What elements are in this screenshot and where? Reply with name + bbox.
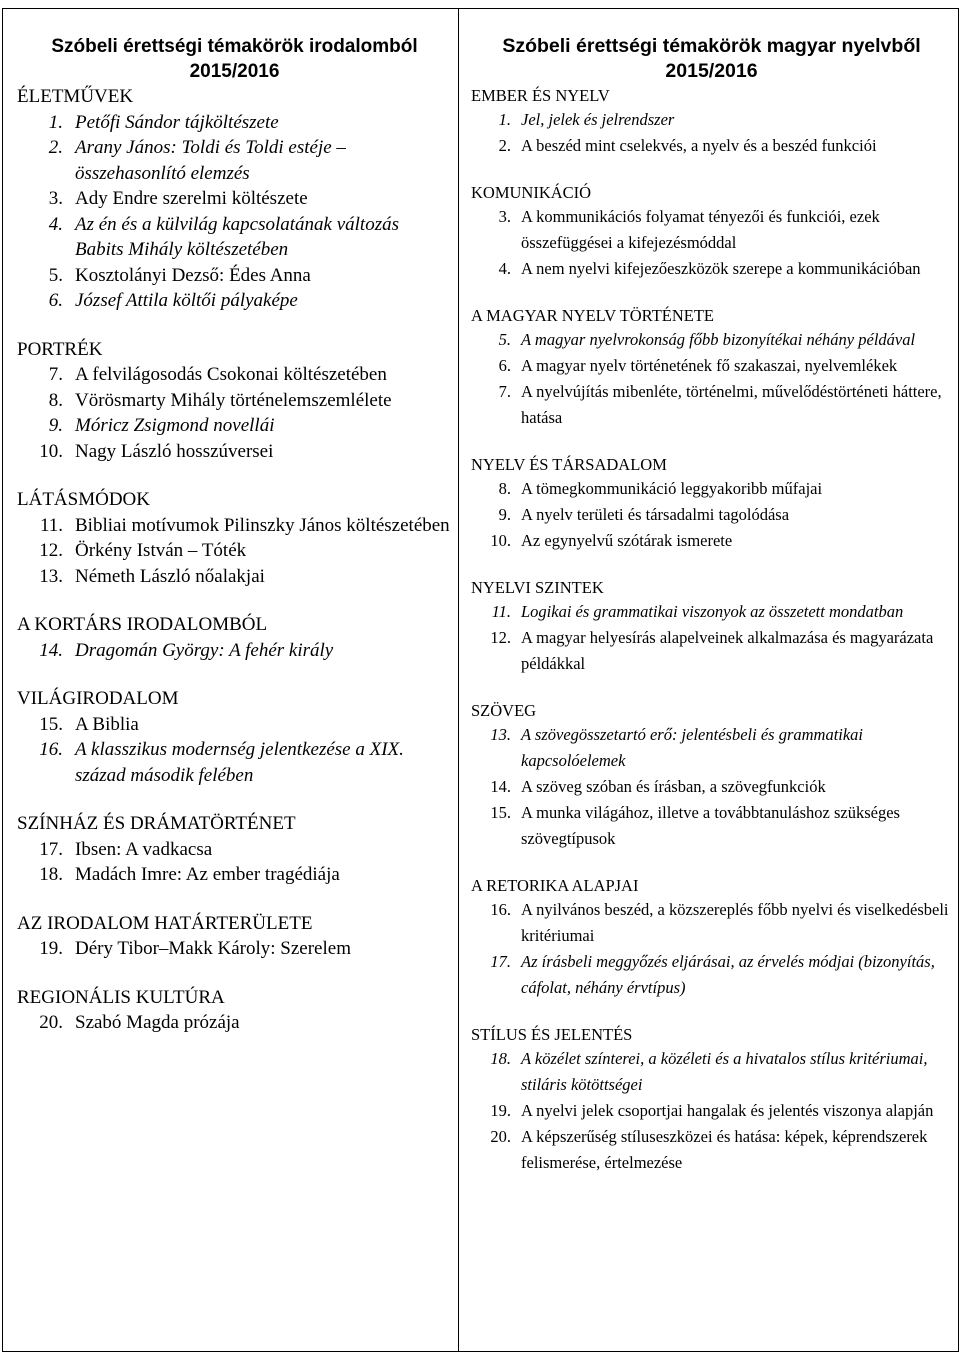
topic-number: 2. <box>498 136 511 155</box>
topic-text: A nyelvújítás mibenléte, történelmi, művelődéstörténeti háttere, hatása <box>521 382 942 427</box>
topic-item <box>471 133 952 159</box>
topic-text: Az én és a külvilág kapcsolatának változás Babits Mihály költészetében <box>75 213 399 260</box>
topic-item <box>17 439 452 465</box>
language-title <box>471 34 952 84</box>
section-gap <box>17 788 452 811</box>
topic-item <box>17 538 452 564</box>
topic-text: A felvilágosodás Csokonai költészetében <box>75 364 387 385</box>
topic-item <box>17 263 452 289</box>
section-gap <box>17 589 452 612</box>
topic-item <box>471 1124 952 1176</box>
topic-section <box>17 911 452 962</box>
topic-item <box>471 204 952 256</box>
language-column <box>459 9 959 1352</box>
section-title: A MAGYAR NYELV TÖRTÉNETE <box>471 306 715 325</box>
topic-number: 20. <box>39 1012 63 1033</box>
topic-item <box>471 379 952 431</box>
topic-number: 17. <box>39 838 63 860</box>
topic-item <box>471 107 952 133</box>
topic-text: Bibliai motívumok Pilinszky János költészetében <box>75 514 450 536</box>
topic-number: 6. <box>498 356 511 375</box>
topic-text: A közélet színterei, a közéleti és a hivatalos stílus kritériumai, stiláris kötöttségei <box>521 1049 928 1094</box>
section-title: SZÖVEG <box>471 701 537 720</box>
topic-number: 19. <box>490 1101 511 1120</box>
topic-section <box>471 84 952 159</box>
section-gap <box>17 314 452 337</box>
topic-section <box>471 181 952 282</box>
literature-title-line1: Szóbeli érettségi témakörök irodalomból <box>51 36 418 57</box>
section-gap <box>471 677 952 699</box>
topic-item <box>17 936 452 962</box>
section-title: A RETORIKA ALAPJAI <box>471 876 639 895</box>
topic-text: Déry Tibor–Makk Károly: Szerelem <box>75 938 351 959</box>
topic-section <box>17 612 452 663</box>
topic-number: 14. <box>490 777 511 796</box>
topic-item <box>17 362 452 388</box>
topic-text: A nyelvi jelek csoportjai hangalak és jelentés viszonya alapján <box>521 1101 934 1120</box>
section-title: STÍLUS ÉS JELENTÉS <box>471 1025 633 1044</box>
topic-text: A magyar nyelv történetének fő szakaszai, nyelvemlékek <box>521 356 898 375</box>
topic-text: Nagy László hosszúversei <box>75 440 274 462</box>
topic-item <box>471 327 952 353</box>
topic-number: 14. <box>39 639 63 661</box>
topic-text: A nem nyelvi kifejezőeszközök szerepe a kommunikációban <box>521 259 921 278</box>
topic-text: A kommunikációs folyamat tényezői és funkciói, ezek összefüggései a kifejezésmóddal <box>521 207 880 252</box>
topic-text: A munka világához, illetve a továbbtanuláshoz szükséges szövegtípusok <box>521 803 900 848</box>
topic-section <box>471 699 952 852</box>
topic-text: A magyar nyelvrokonság főbb bizonyítékai néhány példával <box>521 330 916 349</box>
section-gap <box>17 663 452 686</box>
topic-item <box>17 135 452 186</box>
section-gap <box>17 888 452 911</box>
topic-text: A nyilvános beszéd, a közszereplés főbb nyelvi és viselkedésbeli kritériumai <box>521 900 949 945</box>
topic-number: 1. <box>48 111 63 133</box>
topic-number: 12. <box>39 540 63 561</box>
topic-item <box>471 722 952 774</box>
topic-item <box>17 388 452 414</box>
topic-item <box>471 897 952 949</box>
topic-number: 9. <box>498 505 511 524</box>
section-title: KOMUNIKÁCIÓ <box>471 183 592 202</box>
literature-column <box>3 9 459 1352</box>
topic-number: 4. <box>48 213 63 235</box>
topic-number: 16. <box>490 900 511 919</box>
topic-number: 7. <box>48 364 63 385</box>
topic-number: 8. <box>498 479 511 498</box>
topic-text: Móricz Zsigmond novellái <box>75 415 275 436</box>
section-title: EMBER ÉS NYELV <box>471 86 610 105</box>
topic-item <box>17 712 452 738</box>
topic-item <box>471 800 952 852</box>
topic-item <box>17 186 452 212</box>
topic-item <box>17 413 452 439</box>
topic-number: 15. <box>490 803 511 822</box>
topic-text: Németh László nőalakjai <box>75 565 265 587</box>
topic-text: A tömegkommunikáció leggyakoribb műfajai <box>521 479 823 498</box>
topic-section <box>471 453 952 554</box>
topic-text: Vörösmarty Mihály történelemszemlélete <box>75 389 392 411</box>
topic-item <box>471 1046 952 1098</box>
topic-number: 13. <box>39 565 63 587</box>
section-title: LÁTÁSMÓDOK <box>17 489 150 510</box>
section-title: ÉLETMŰVEK <box>17 86 134 107</box>
topic-item <box>17 513 452 539</box>
topic-section <box>17 811 452 888</box>
topic-item <box>471 476 952 502</box>
topic-text: A Biblia <box>75 713 139 735</box>
topic-item <box>17 737 452 788</box>
topic-text: Jel, jelek és jelrendszer <box>521 110 675 129</box>
topic-number: 7. <box>498 382 511 401</box>
topic-number: 20. <box>490 1127 511 1146</box>
literature-title <box>17 34 452 84</box>
topic-number: 10. <box>39 440 63 462</box>
topics-table <box>2 8 959 1352</box>
topic-text: A nyelv területi és társadalmi tagolódása <box>521 505 790 524</box>
topic-text: A képszerűség stíluseszközei és hatása: képek, képrendszerek felismerése, értelmezése <box>521 1127 928 1172</box>
language-sections <box>471 84 952 1176</box>
topic-text: Az egynyelvű szótárak ismerete <box>521 531 733 550</box>
topic-number: 9. <box>48 415 63 436</box>
topic-number: 3. <box>48 188 63 209</box>
topic-section <box>17 985 452 1036</box>
topic-section <box>471 874 952 1001</box>
topic-number: 13. <box>490 725 511 744</box>
topic-item <box>17 1010 452 1036</box>
topic-number: 11. <box>491 602 511 621</box>
section-title: SZÍNHÁZ ÉS DRÁMATÖRTÉNET <box>17 813 296 834</box>
topic-text: Dragomán György: A fehér király <box>75 639 334 661</box>
literature-title-year: 2015/2016 <box>189 61 280 82</box>
topic-number: 3. <box>498 207 511 226</box>
topic-number: 18. <box>490 1049 511 1068</box>
section-title: VILÁGIRODALOM <box>17 688 179 709</box>
section-gap <box>471 852 952 874</box>
topic-number: 15. <box>39 713 63 735</box>
topic-text: Madách Imre: Az ember tragédiája <box>75 864 340 885</box>
topic-text: A beszéd mint cselekvés, a nyelv és a beszéd funkciói <box>521 136 877 155</box>
topic-item <box>17 564 452 590</box>
topic-item <box>471 528 952 554</box>
topic-item <box>17 288 452 314</box>
topic-item <box>17 110 452 136</box>
topic-item <box>471 502 952 528</box>
topic-text: Örkény István – Tóték <box>75 540 247 561</box>
topic-text: Petőfi Sándor tájköltészete <box>75 111 279 133</box>
topic-number: 1. <box>498 110 511 129</box>
topic-text: A magyar helyesírás alapelveinek alkalmazása és magyarázata példákkal <box>521 628 934 673</box>
topic-section <box>471 576 952 677</box>
topic-text: Kosztolányi Dezső: Édes Anna <box>75 264 311 286</box>
topic-number: 8. <box>48 389 63 411</box>
section-title: REGIONÁLIS KULTÚRA <box>17 986 225 1008</box>
language-title-year: 2015/2016 <box>665 60 758 82</box>
topic-text: Logikai és grammatikai viszonyok az összetett mondatban <box>521 602 904 621</box>
topic-item <box>471 599 952 625</box>
topic-text: József Attila költői pályaképe <box>75 290 298 311</box>
topic-item <box>471 949 952 1001</box>
topic-number: 11. <box>39 514 63 536</box>
topic-section <box>17 487 452 589</box>
topic-section <box>471 1023 952 1176</box>
topic-number: 10. <box>490 531 511 550</box>
topic-number: 16. <box>39 739 63 760</box>
topic-number: 6. <box>48 290 63 311</box>
topic-number: 5. <box>498 330 511 349</box>
topic-section <box>471 304 952 431</box>
topic-number: 17. <box>490 952 511 971</box>
section-title: NYELV ÉS TÁRSADALOM <box>471 455 667 474</box>
topic-section <box>17 686 452 788</box>
topic-item <box>471 625 952 677</box>
topic-text: Szabó Magda prózája <box>75 1012 240 1033</box>
topic-item <box>471 256 952 282</box>
topic-text: A szövegösszetartó erő: jelentésbeli és grammatikai kapcsolóelemek <box>521 725 864 770</box>
topic-text: A klasszikus modernség jelentkezése a XIX. század második felében <box>75 739 404 786</box>
topic-item <box>471 774 952 800</box>
topic-number: 19. <box>39 938 63 959</box>
section-gap <box>471 554 952 576</box>
topic-item <box>471 1098 952 1124</box>
section-gap <box>471 431 952 453</box>
literature-sections <box>17 84 452 1036</box>
topic-text: Ibsen: A vadkacsa <box>75 838 213 860</box>
topic-number: 4. <box>498 259 511 278</box>
section-gap <box>471 1001 952 1023</box>
section-title: A KORTÁRS IRODALOMBÓL <box>17 614 268 635</box>
topic-item <box>471 353 952 379</box>
topic-number: 5. <box>48 264 63 286</box>
topic-text: A szöveg szóban és írásban, a szövegfunkciók <box>521 777 826 796</box>
section-gap <box>471 159 952 181</box>
section-gap <box>17 962 452 985</box>
section-title: PORTRÉK <box>17 338 103 360</box>
topic-item <box>17 862 452 888</box>
section-title: AZ IRODALOM HATÁRTERÜLETE <box>17 912 313 934</box>
topic-text: Ady Endre szerelmi költészete <box>75 188 308 209</box>
topic-section <box>17 337 452 465</box>
topic-section <box>17 84 452 314</box>
topic-text: Az írásbeli meggyőzés eljárásai, az érvelés módjai (bizonyítás, cáfolat, néhány érvtípus) <box>521 952 935 997</box>
topic-item <box>17 837 452 863</box>
language-title-line1: Szóbeli érettségi témakörök magyar nyelvből <box>502 35 921 57</box>
topic-number: 18. <box>39 864 63 885</box>
topic-number: 2. <box>48 137 63 158</box>
section-gap <box>471 282 952 304</box>
topic-item <box>17 212 452 263</box>
topic-number: 12. <box>490 628 511 647</box>
section-title: NYELVI SZINTEK <box>471 578 604 597</box>
topic-item <box>17 638 452 664</box>
topic-text: Arany János: Toldi és Toldi estéje – összehasonlító elemzés <box>75 137 346 184</box>
section-gap <box>17 464 452 487</box>
